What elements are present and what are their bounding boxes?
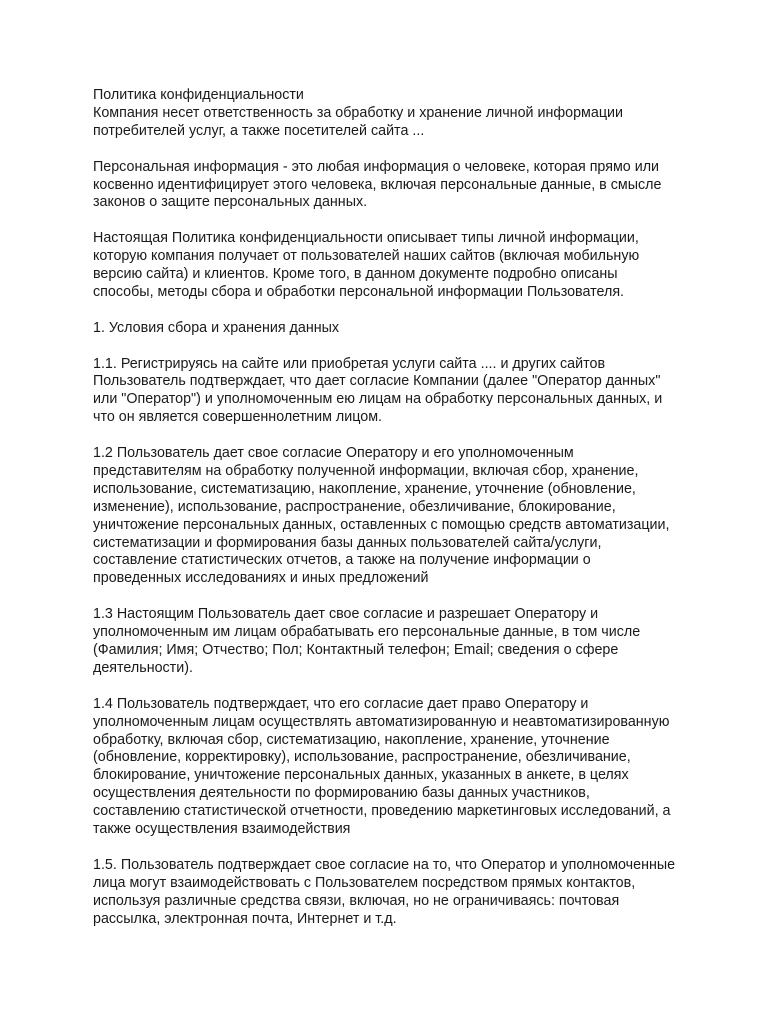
clause-1-4: 1.4 Пользователь подтверждает, что его согласие дает право Оператору и уполномоченным лицам осуществлять автоматизированную и неавтоматизированную обработку, включая сбор, систематизацию, накопление, хранение, уточнение (обновление, корректировку), использование, распространение, обезличивание, блокирование, уничтожение персональных данных, указанных в анкете, в целях осуществления деятельности по формированию базы данных участников, составлению статистической отчетности, проведению маркетинговых исследований, а также осуществления взаимодействия: [93, 695, 671, 838]
paragraph-gap: [93, 212, 678, 230]
clause-1-3: 1.3 Настоящим Пользователь дает свое согласие и разрешает Оператору и уполномоченным им лицам обрабатывать его персональные данные, в том числе (Фамилия; Имя; Отчество; Пол; Контактный телефон; Email; сведения о сфере деятельности).: [93, 606, 641, 676]
paragraph-policy-scope: Настоящая Политика конфиденциальности описывает типы личной информации, которую компания получает от пользователей наших сайтов (включая мобильную версию сайта) и клиентов. Кроме того, в данном документе подробно описаны способы, методы сбора и обработки персональной информации Пользователя.: [93, 230, 640, 300]
section-heading-data-collection: 1. Условия сбора и хранения данных: [93, 319, 340, 336]
paragraph-gap: [93, 678, 678, 696]
paragraph-personal-info-definition: Персональная информация - это любая информация о человеке, которая прямо или косвенно идентифицирует этого человека, включая персональные данные, в смысле законов о защите персональных данных.: [93, 158, 662, 211]
clause-1-2: 1.2 Пользователь дает свое согласие Оператору и его уполномоченным представителям на обработку полученной информации, включая сбор, хранение, использование, систематизацию, накопление, хранение, уточнение (обновление, изменение), использование, распространение, обезличивание, блокирование, уничтожение персональных данных, оставленных с помощью средств автоматизации, систематизации и формирования базы данных пользователей сайта/услуги, составление статистических отчетов, а также на получение информации о проведенных исследованиях и иных предложений: [93, 445, 670, 587]
paragraph-gap: [93, 588, 678, 606]
clause-1-1: 1.1. Регистрируясь на сайте или приобретая услуги сайта .... и других сайтов Пользователь подтверждает, что дает согласие Компании (далее "Оператор данных" или "Оператор") и уполномоченным ею лицам на обработку персональных данных, и что он является совершеннолетним лицом.: [93, 355, 663, 426]
clause-1-5: 1.5. Пользователь подтверждает свое согласие на то, что Оператор и уполномоченные лица могут взаимодействовать с Пользователем посредством прямых контактов, используя различные средства связи, включая, но не ограничиваясь: почтовая рассылка, электронная почта, Интернет и т.д.: [93, 856, 676, 927]
paragraph-gap: [93, 141, 678, 159]
paragraph-gap: [93, 427, 678, 445]
paragraph-gap: [93, 839, 678, 857]
paragraph-gap: [93, 338, 678, 356]
paragraph-gap: [93, 302, 678, 320]
privacy-policy-document: [93, 87, 678, 928]
document-title: Политика конфиденциальности: [93, 87, 304, 103]
document-intro: Компания несет ответственность за обработку и хранение личной информации потребителей услуг, а также посетителей сайта ...: [93, 104, 623, 139]
